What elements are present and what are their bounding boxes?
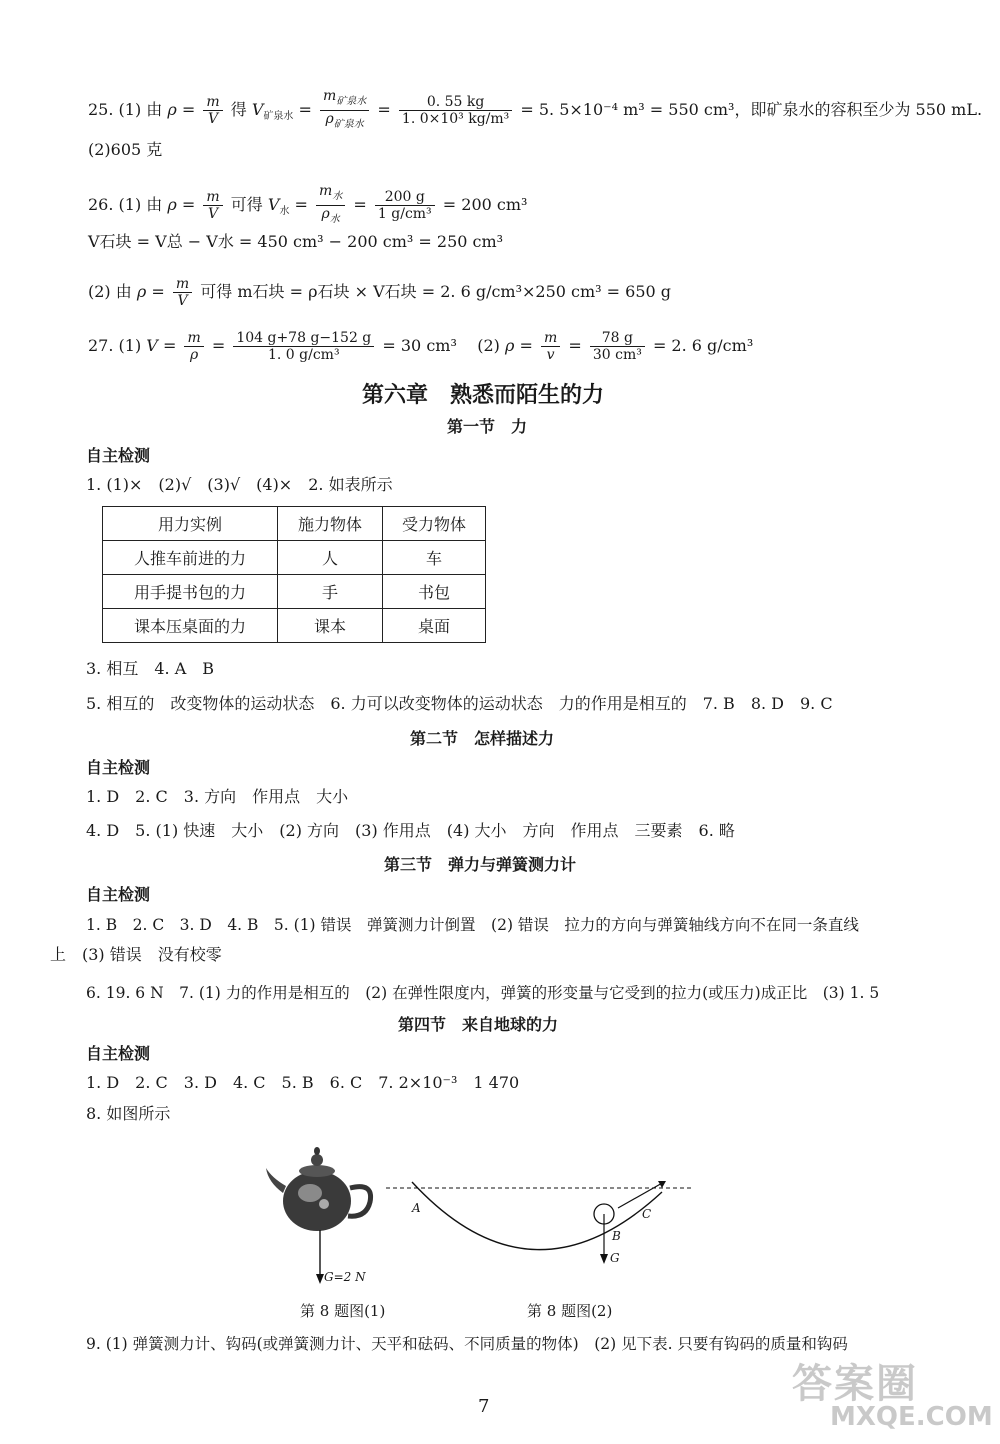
force-table bbox=[102, 506, 486, 643]
section3-line1b: 上 (3) 错误 没有校零 bbox=[50, 945, 222, 964]
fig2-label-c: C bbox=[642, 1207, 652, 1221]
section3-line2: 6. 19. 6 N 7. (1) 力的作用是相互的 (2) 在弹性限度内，弹簧的形变量与它受到的拉力(或压力)成正比 (3) 1. 5 bbox=[86, 984, 880, 1002]
q26-vsub: 水 bbox=[279, 205, 290, 217]
q25-rho: ρ = bbox=[167, 99, 196, 119]
q27-p2: (2) bbox=[477, 336, 500, 355]
q25-rhosub: 矿泉水 bbox=[333, 118, 364, 130]
section1-heading: 自主检测 bbox=[86, 446, 151, 465]
table-row bbox=[103, 575, 486, 609]
q26-p2-rho: ρ = bbox=[136, 282, 165, 301]
q26-part1: 26. (1) 由 ρ = $\frac{m}{V}$ 可得 $V_水$ = $\frac{m_水}{\rho_水}$ = $\frac{200 g}{\text{1 g/cm³}}$ = 200 cm³ bbox=[88, 183, 527, 228]
q27-m2: m bbox=[541, 330, 560, 347]
q26-kede: 可得 bbox=[230, 194, 263, 214]
q27-vexpr: V = bbox=[146, 336, 177, 355]
q26-p2lead: (2) 由 bbox=[88, 282, 132, 301]
section1-title: 第一节 力 bbox=[447, 417, 528, 436]
q26-p2-m-over-v bbox=[173, 276, 192, 309]
q25-fraction bbox=[399, 94, 512, 127]
table-row bbox=[103, 541, 486, 575]
q27-rhosym: ρ bbox=[189, 347, 199, 363]
section4-title: 第四节 来自地球的力 bbox=[398, 1015, 559, 1034]
q26-m: m bbox=[203, 189, 222, 206]
q26-num: 200 g bbox=[375, 189, 435, 206]
q25-de: 得 bbox=[230, 99, 247, 119]
q26-line2: V石块 = V总 − V水 = 450 cm³ − 200 cm³ = 250 cm³ bbox=[88, 232, 504, 251]
q25-m-over-v bbox=[203, 94, 222, 127]
q25-part2: (2)605 克 bbox=[88, 140, 163, 159]
q25-part1: 25. (1) 由 ρ = $\frac{m}{V}$ 得 $V_{矿泉水}$ = $\frac{m_{矿泉水}}{\rho_{矿泉水}}$ = $\frac{0. 55 kg}{\text{1. 0×10³ kg/m³}}$ = 5. 5×10⁻⁴ m³ = 550 cm³，即矿泉水的容积至少为 550 mL. bbox=[88, 88, 982, 133]
q26-m-over-rho bbox=[316, 183, 345, 228]
q26-part2 bbox=[88, 276, 671, 309]
q26-fraction bbox=[375, 189, 435, 222]
section1-line1: 1. (1)× (2)√ (3)√ (4)× 2. 如表所示 bbox=[86, 475, 393, 494]
q26-p2-kede: 可得 bbox=[200, 282, 233, 301]
q25-msym: m bbox=[323, 88, 337, 104]
q26-vlabel: V bbox=[267, 194, 280, 214]
q27-v2: v bbox=[546, 347, 555, 363]
q26-lead: 26. (1) 由 bbox=[88, 194, 163, 214]
gravity-arrow-icon bbox=[600, 1254, 608, 1264]
figure1-caption: 第 8 题图(1) bbox=[300, 1302, 386, 1320]
section4-line9: 9. (1) 弹簧测力计、钩码(或弹簧测力计、天平和砝码、不同质量的物体) (2) 见下表. 只要有钩码的质量和钩码 bbox=[86, 1335, 848, 1353]
gravity-arrow-icon bbox=[316, 1274, 324, 1284]
q25-rhosym: ρ bbox=[325, 110, 334, 127]
chapter-title: 第六章 熟悉而陌生的力 bbox=[362, 383, 605, 408]
q27-den2: 30 cm³ bbox=[592, 347, 642, 363]
q27-num2: 78 g bbox=[590, 330, 645, 347]
q25-m: m bbox=[203, 94, 222, 111]
q25-msub: 矿泉水 bbox=[336, 95, 367, 107]
section2-line2: 4. D 5. (1) 快速 大小 (2) 方向 (3) 作用点 (4) 大小 方向 作用点 三要素 6. 略 bbox=[86, 821, 735, 840]
section3-title: 第三节 弹力与弹簧测力计 bbox=[384, 855, 577, 874]
table-cell: 车 bbox=[383, 541, 486, 575]
teapot-icon bbox=[266, 1147, 371, 1231]
q25-vlabel: V bbox=[251, 99, 264, 119]
section4-heading: 自主检测 bbox=[86, 1044, 151, 1063]
section3-heading: 自主检测 bbox=[86, 885, 151, 904]
table-cell: 课本压桌面的力 bbox=[103, 609, 278, 643]
fig1-gravity-label: G=2 N bbox=[324, 1270, 366, 1284]
q25-v: V bbox=[207, 110, 219, 127]
q26-rhosym: ρ bbox=[321, 205, 330, 222]
q25-result: = 5. 5×10⁻⁴ m³ = 550 cm³，即矿泉水的容积至少为 550 mL. bbox=[520, 99, 983, 119]
fig2-label-g: G bbox=[610, 1251, 620, 1265]
q25-num: 0. 55 kg bbox=[399, 94, 512, 111]
q27: 27. (1) V = $\frac{m}{\rho}$ = $\frac{104 g+78 g-152 g}{\text{1. 0 g/cm³}}$ = 30 cm³ (2) ρ = $\frac{m}{v}$ = $\frac{78 g}{\text{30 cm³}}$ = 2. 6 g/cm³ bbox=[88, 330, 754, 363]
q26-v: V bbox=[207, 205, 219, 222]
section2-title: 第二节 怎样描述力 bbox=[410, 729, 555, 748]
q27-fraction2 bbox=[590, 330, 645, 363]
table-cell: 桌面 bbox=[383, 609, 486, 643]
section2-line1: 1. D 2. C 3. 方向 作用点 大小 bbox=[86, 787, 349, 806]
q26-result: = 200 cm³ bbox=[442, 194, 528, 214]
teapot-figure bbox=[262, 1138, 386, 1288]
q25-vsub: 矿泉水 bbox=[263, 110, 294, 122]
q26-m-over-v bbox=[203, 189, 222, 222]
section3-line1: 1. B 2. C 3. D 4. B 5. (1) 错误 弹簧测力计倒置 (2) 错误 拉力的方向与弹簧轴线方向不在同一条直线 bbox=[86, 916, 859, 934]
q27-m: m bbox=[184, 330, 203, 347]
q26-p2-v: V bbox=[177, 293, 188, 309]
fig2-label-a: A bbox=[412, 1201, 421, 1215]
q26-den: 1 g/cm³ bbox=[377, 205, 432, 222]
q26-p2-formula: m石块 = ρ石块 × V石块 = 2. 6 g/cm³×250 cm³ = 650 g bbox=[237, 282, 672, 301]
q26-rhosub: 水 bbox=[329, 213, 340, 225]
table-header: 用力实例 bbox=[103, 507, 278, 541]
q26-msym: m bbox=[319, 183, 333, 199]
q27-den1: 1. 0 g/cm³ bbox=[268, 347, 340, 363]
section1-line3: 3. 相互 4. A B bbox=[86, 659, 215, 678]
q25-m-over-rho bbox=[320, 88, 369, 133]
table-cell: 手 bbox=[278, 575, 383, 609]
watermark-url: MXQE.COM bbox=[830, 1402, 993, 1432]
section4-line1: 1. D 2. C 3. D 4. C 5. B 6. C 7. 2×10⁻³ 1 470 bbox=[86, 1073, 520, 1092]
q27-lead: 27. (1) bbox=[88, 336, 142, 355]
page-number: 7 bbox=[478, 1396, 490, 1417]
watermark-logo: 答案圈 bbox=[792, 1361, 918, 1407]
table-cell: 人 bbox=[278, 541, 383, 575]
table-cell: 书包 bbox=[383, 575, 486, 609]
q26-p2-m: m bbox=[173, 276, 192, 293]
fig2-label-b: B bbox=[612, 1229, 621, 1243]
q27-m-over-v bbox=[541, 330, 560, 363]
q25-lead: 25. (1) 由 bbox=[88, 99, 163, 119]
q27-res1: = 30 cm³ bbox=[382, 336, 457, 355]
table-header: 施力物体 bbox=[278, 507, 383, 541]
table-cell: 课本 bbox=[278, 609, 383, 643]
table-cell: 用手提书包的力 bbox=[103, 575, 278, 609]
q27-m-over-rho bbox=[184, 330, 203, 363]
section4-line2: 8. 如图所示 bbox=[86, 1104, 171, 1123]
q26-msub: 水 bbox=[332, 190, 343, 202]
section2-heading: 自主检测 bbox=[86, 758, 151, 777]
q27-rhoexpr: ρ = bbox=[504, 336, 533, 355]
q26-rho: ρ = bbox=[167, 194, 196, 214]
table-header: 受力物体 bbox=[383, 507, 486, 541]
table-header-row bbox=[103, 507, 486, 541]
table-cell: 人推车前进的力 bbox=[103, 541, 278, 575]
q27-res2: = 2. 6 g/cm³ bbox=[652, 336, 754, 355]
table-row bbox=[103, 609, 486, 643]
q27-num1: 104 g+78 g−152 g bbox=[233, 330, 374, 347]
figure2-caption: 第 8 题图(2) bbox=[527, 1302, 613, 1320]
q25-den: 1. 0×10³ kg/m³ bbox=[401, 110, 510, 127]
section1-line4: 5. 相互的 改变物体的运动状态 6. 力可以改变物体的运动状态 力的作用是相互的 7. B 8. D 9. C bbox=[86, 694, 833, 713]
q27-fraction1 bbox=[233, 330, 374, 363]
